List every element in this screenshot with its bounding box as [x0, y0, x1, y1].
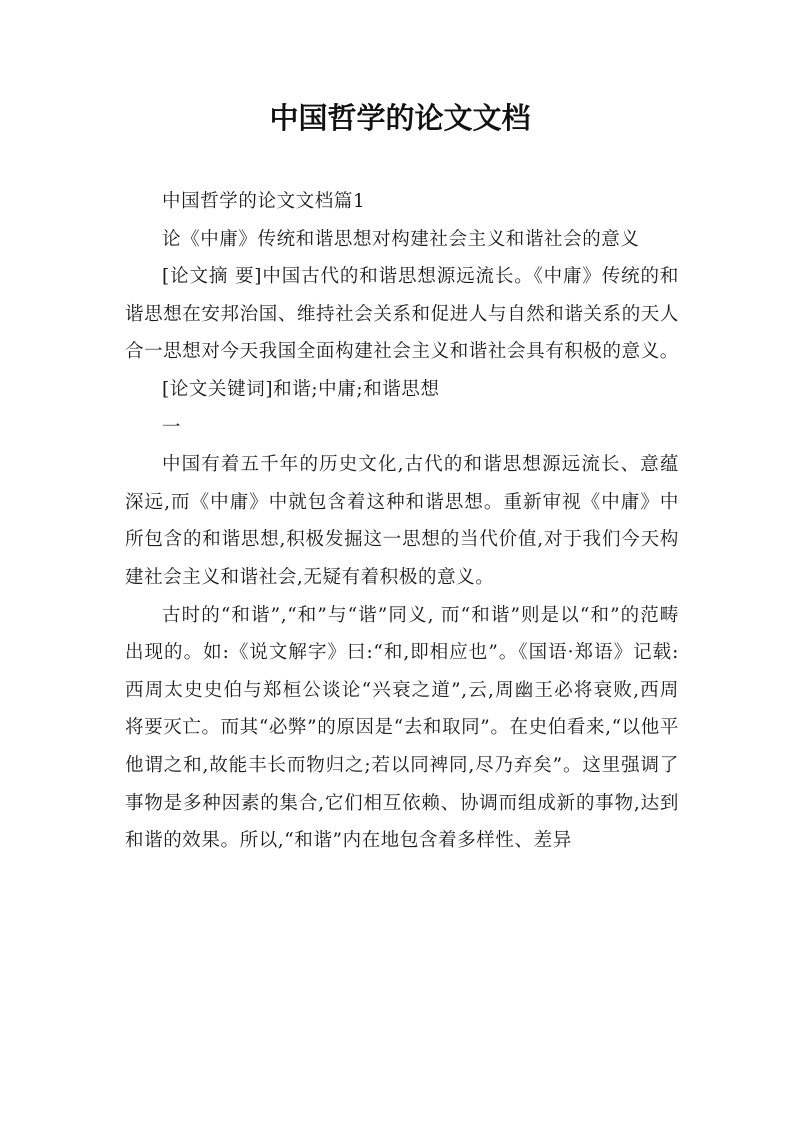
- body-paragraph: 中国有着五千年的历史文化,古代的和谐思想源远流长、意蕴深远,而《中庸》中就包含着这种和谐思想。重新审视《中庸》中所包含的和谐思想,积极发掘这一思想的当代价值,对于我们今天构建社会主义和谐社会,无疑有着积极的意义。: [125, 454, 679, 588]
- keywords-paragraph: [论文关键词]和谐;中庸;和谐思想: [162, 378, 440, 400]
- abstract-paragraph: [论文摘 要]中国古代的和谐思想源远流长。《中庸》传统的和谐思想在安邦治国、维持社会关系和促进人与自然和谐关系的天人合一思想对今天我国全面构建社会主义和谐社会具有积极的意义。: [125, 266, 679, 363]
- document-title: 中国哲学的论文文档: [269, 101, 531, 135]
- section-number: 一: [162, 416, 182, 438]
- section-heading: 中国哲学的论文文档篇1: [162, 191, 366, 212]
- paper-title: 论《中庸》传统和谐思想对构建社会主义和谐社会的意义: [162, 228, 640, 250]
- body-paragraph: 古时的“和谐”,“和”与“谐”同义, 而“和谐”则是以“和”的范畴出现的。如:《说文解字》曰:“和,即相应也”。《国语·郑语》记载:西周太史史伯与郑桓公谈论“兴衰之道”,云,周幽王必将衰败,西周将要灭亡。而其“必弊”的原因是“去和取同”。在史伯看来,“以他平他谓之和,故能丰长而物归之;若以同裨同,尽乃弃矣”。这里强调了事物是多种因素的集合,它们相互依赖、协调而组成新的事物,达到和谐的效果。所以,“和谐”内在地包含着多样性、差异: [125, 604, 679, 852]
- document-body: [125, 183, 679, 860]
